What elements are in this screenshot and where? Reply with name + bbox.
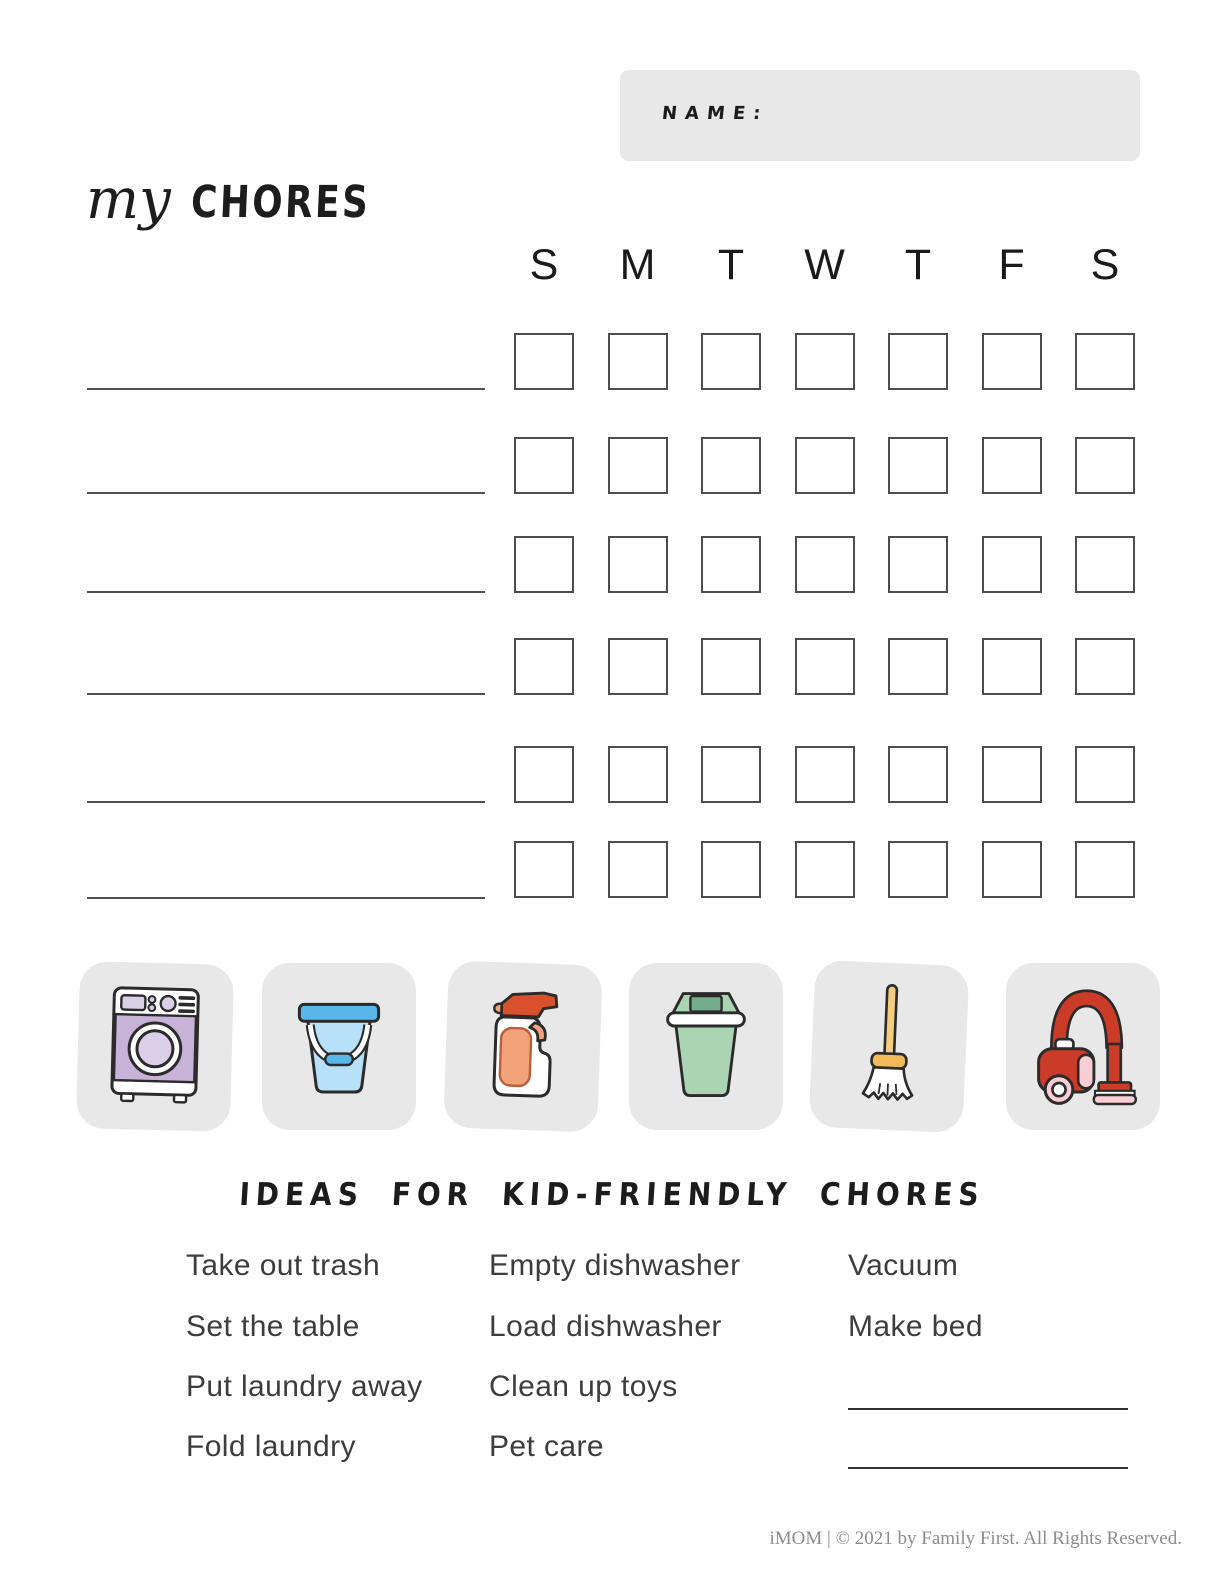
idea-blank-line-1[interactable] [848, 1408, 1128, 1410]
chore-checkbox-r2c3[interactable] [701, 437, 761, 494]
chore-checkbox-r3c7[interactable] [1075, 536, 1135, 593]
chore-checkbox-r1c2[interactable] [608, 333, 668, 390]
chore-checkbox-r2c7[interactable] [1075, 437, 1135, 494]
day-letter-0: S [529, 241, 559, 289]
chore-checkbox-r3c3[interactable] [701, 536, 761, 593]
day-letter-2: T [717, 241, 745, 289]
chore-checkbox-r1c5[interactable] [888, 333, 948, 390]
chore-checkbox-r5c7[interactable] [1075, 746, 1135, 803]
chore-checkbox-r3c1[interactable] [514, 536, 574, 593]
day-letter-1: M [619, 241, 656, 289]
day-letter-5: F [998, 241, 1025, 289]
title-caps-word: CHORES [189, 175, 372, 228]
chore-checkbox-r2c5[interactable] [888, 437, 948, 494]
chore-checkbox-r6c1[interactable] [514, 841, 574, 898]
idea-blank-line-2[interactable] [848, 1467, 1128, 1469]
chore-checkbox-r4c2[interactable] [608, 638, 668, 695]
chore-checkbox-r5c1[interactable] [514, 746, 574, 803]
idea-item: Make bed [848, 1310, 983, 1343]
bucket-icon [279, 979, 399, 1114]
vacuum-icon [1023, 979, 1143, 1114]
title-script-word: my [86, 167, 171, 232]
day-letter-6: S [1090, 241, 1120, 289]
idea-item: Load dishwasher [489, 1310, 722, 1343]
idea-item: Set the table [186, 1310, 360, 1343]
idea-item: Empty dishwasher [489, 1249, 741, 1282]
chore-checkbox-r4c6[interactable] [982, 638, 1042, 695]
icon-tile-spray-bottle-icon [443, 960, 603, 1132]
day-letter-4: T [904, 241, 932, 289]
chore-checkbox-r1c1[interactable] [514, 333, 574, 390]
washing-machine-icon [93, 977, 216, 1115]
trash-can-icon [646, 979, 766, 1114]
idea-item: Clean up toys [489, 1370, 678, 1403]
chore-checkbox-r5c6[interactable] [982, 746, 1042, 803]
chore-name-line-3[interactable] [87, 591, 485, 593]
chore-checkbox-r6c4[interactable] [795, 841, 855, 898]
chore-checkbox-r6c2[interactable] [608, 841, 668, 898]
chore-checkbox-r1c7[interactable] [1075, 333, 1135, 390]
chore-checkbox-r5c2[interactable] [608, 746, 668, 803]
chore-checkbox-r2c2[interactable] [608, 437, 668, 494]
idea-item: Vacuum [848, 1249, 959, 1282]
chore-checkbox-r4c5[interactable] [888, 638, 948, 695]
chore-checkbox-r5c5[interactable] [888, 746, 948, 803]
icon-tile-vacuum-icon [1006, 963, 1160, 1130]
chore-checkbox-r2c6[interactable] [982, 437, 1042, 494]
chore-checkbox-r4c4[interactable] [795, 638, 855, 695]
ideas-heading: IDEAS FOR KID-FRIENDLY CHORES [238, 1176, 986, 1213]
icon-tile-broom-icon [808, 960, 969, 1134]
name-label: NAME: [660, 103, 770, 124]
chore-name-line-6[interactable] [87, 897, 485, 899]
chore-checkbox-r4c1[interactable] [514, 638, 574, 695]
spray-bottle-icon [461, 977, 586, 1116]
chore-checkbox-r2c4[interactable] [795, 437, 855, 494]
chore-checkbox-r5c4[interactable] [795, 746, 855, 803]
name-field-box[interactable] [620, 70, 1140, 161]
idea-item: Put laundry away [186, 1370, 423, 1403]
day-letter-3: W [804, 241, 845, 289]
chore-checkbox-r4c3[interactable] [701, 638, 761, 695]
chore-checkbox-r1c4[interactable] [795, 333, 855, 390]
chore-name-line-2[interactable] [87, 492, 485, 494]
idea-item: Take out trash [186, 1249, 381, 1282]
chore-name-line-4[interactable] [87, 693, 485, 695]
page-title [84, 158, 404, 248]
chore-checkbox-r5c3[interactable] [701, 746, 761, 803]
chore-checkbox-r6c6[interactable] [982, 841, 1042, 898]
chore-checkbox-r6c7[interactable] [1075, 841, 1135, 898]
chore-name-line-5[interactable] [87, 801, 485, 803]
chore-checkbox-r1c6[interactable] [982, 333, 1042, 390]
icon-tile-bucket-icon [262, 963, 416, 1130]
chore-checkbox-r3c4[interactable] [795, 536, 855, 593]
icon-tile-trash-can-icon [629, 963, 783, 1130]
copyright-credit: iMOM | © 2021 by Family First. All Rights Reserved. [769, 1528, 1182, 1549]
broom-icon [826, 976, 952, 1116]
chore-checkbox-r6c3[interactable] [701, 841, 761, 898]
chore-checkbox-r3c2[interactable] [608, 536, 668, 593]
chore-name-line-1[interactable] [87, 388, 485, 390]
chore-checkbox-r1c3[interactable] [701, 333, 761, 390]
chore-checkbox-r2c1[interactable] [514, 437, 574, 494]
chore-checkbox-r3c6[interactable] [982, 536, 1042, 593]
idea-item: Fold laundry [186, 1430, 356, 1463]
icon-tile-washing-machine-icon [76, 961, 234, 1132]
chore-checkbox-r3c5[interactable] [888, 536, 948, 593]
chore-checkbox-r6c5[interactable] [888, 841, 948, 898]
idea-item: Pet care [489, 1430, 604, 1463]
chore-checkbox-r4c7[interactable] [1075, 638, 1135, 695]
